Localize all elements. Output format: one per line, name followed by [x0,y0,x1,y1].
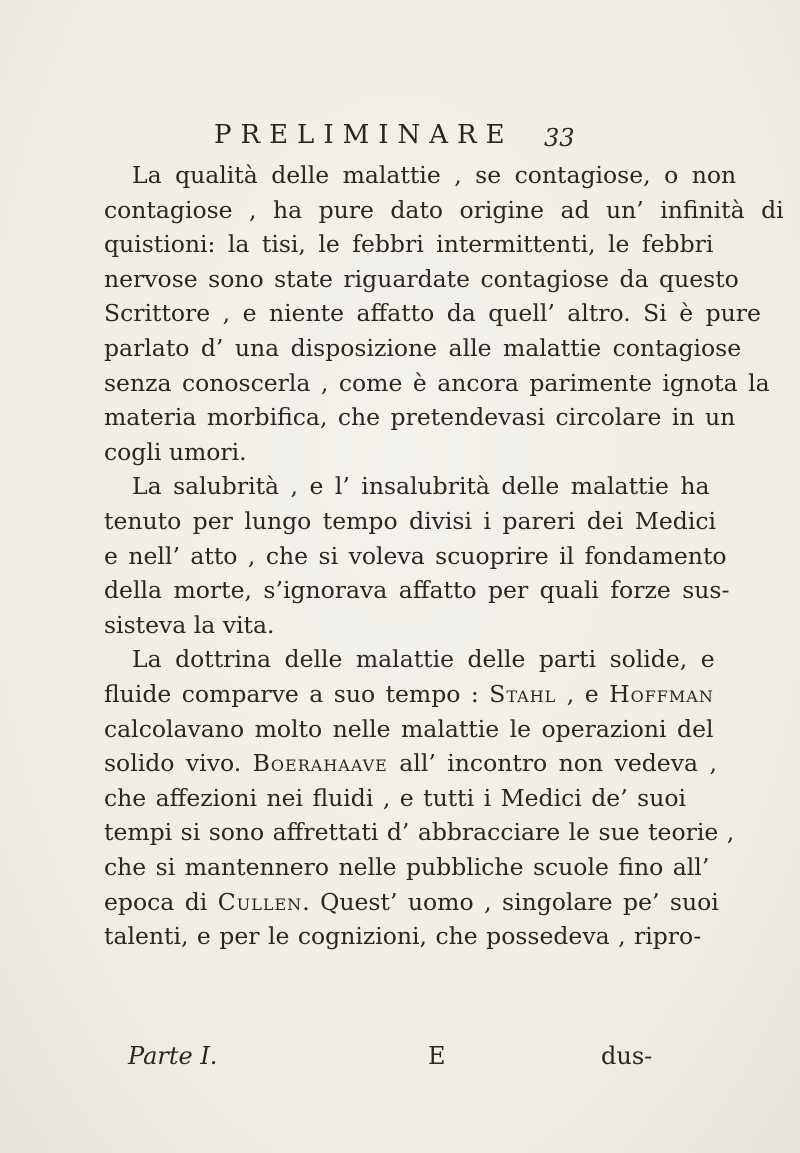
text-line: tempi si sono affrettati d’ abbracciare le sue teorie , [104,818,735,847]
text-line: contagiose , ha pure dato origine ad un’ infinità di [104,195,784,224]
text-line [104,885,719,920]
text-line: cogli umori. [104,437,247,466]
text-segment: . Quest’ uomo , singolare pe’ suoi [302,887,719,916]
text-line: tenuto per lungo tempo divisi i pareri dei Medici [104,507,717,535]
author-name-stahl: Stahl [489,680,557,708]
text-line: talenti, e per le cognizioni, che possedeva , ripro- [104,922,702,951]
part-label: Parte I. [128,1042,218,1070]
text-line: senza conoscerla , come è ancora parimente ignota la [104,368,770,397]
text-line: sisteva la vita. [104,610,275,639]
gathering-signature: E [428,1042,446,1070]
text-segment: fluide comparve a suo tempo : [104,680,490,708]
text-line: che si mantennero nelle pubbliche scuole fino all’ [104,853,710,881]
text-line: materia morbifica, che pretendevasi circolare in un [104,403,736,432]
page-header [0,120,800,160]
text-line: La dottrina delle malattie delle parti solide, e [132,645,715,674]
running-title: PRELIMINARE [214,120,514,150]
author-name-hoffman: Hoffman [609,680,714,708]
text-line: La salubrità , e l’ insalubrità delle malattie ha [132,472,710,501]
text-line: e nell’ atto , che si voleva scuoprire il fondamento [104,541,727,570]
author-name-cullen: Cullen [217,887,303,916]
page-footer [0,1042,800,1082]
text-line [104,746,717,781]
text-segment: all’ incontro non vedeva , [387,749,717,778]
text-line: quistioni: la tisi, le febbri intermittenti, le febbri [104,230,714,259]
text-line [104,677,714,712]
text-segment: , e [556,680,610,708]
text-line: calcolavano molto nelle malattie le operazioni del [104,714,714,743]
catchword: dus- [601,1042,653,1070]
text-line: della morte, s’ignorava affatto per quali forze sus- [104,576,730,605]
page-number: 33 [544,124,575,152]
text-segment: solido vivo. [104,749,253,778]
text-line: che affezioni nei fluidi , e tutti i Medici de’ suoi [104,783,687,812]
text-line: nervose sono state riguardate contagiose da questo [104,264,739,293]
text-line: La qualità delle malattie , se contagiose, o non [132,161,737,189]
text-line: Scrittore , e niente affatto da quell’ altro. Si è pure [104,299,761,328]
text-line: parlato d’ una disposizione alle malattie contagiose [104,334,742,362]
author-name-boerahaave: Boerahaave [252,749,388,778]
text-segment: epoca di [104,887,218,916]
